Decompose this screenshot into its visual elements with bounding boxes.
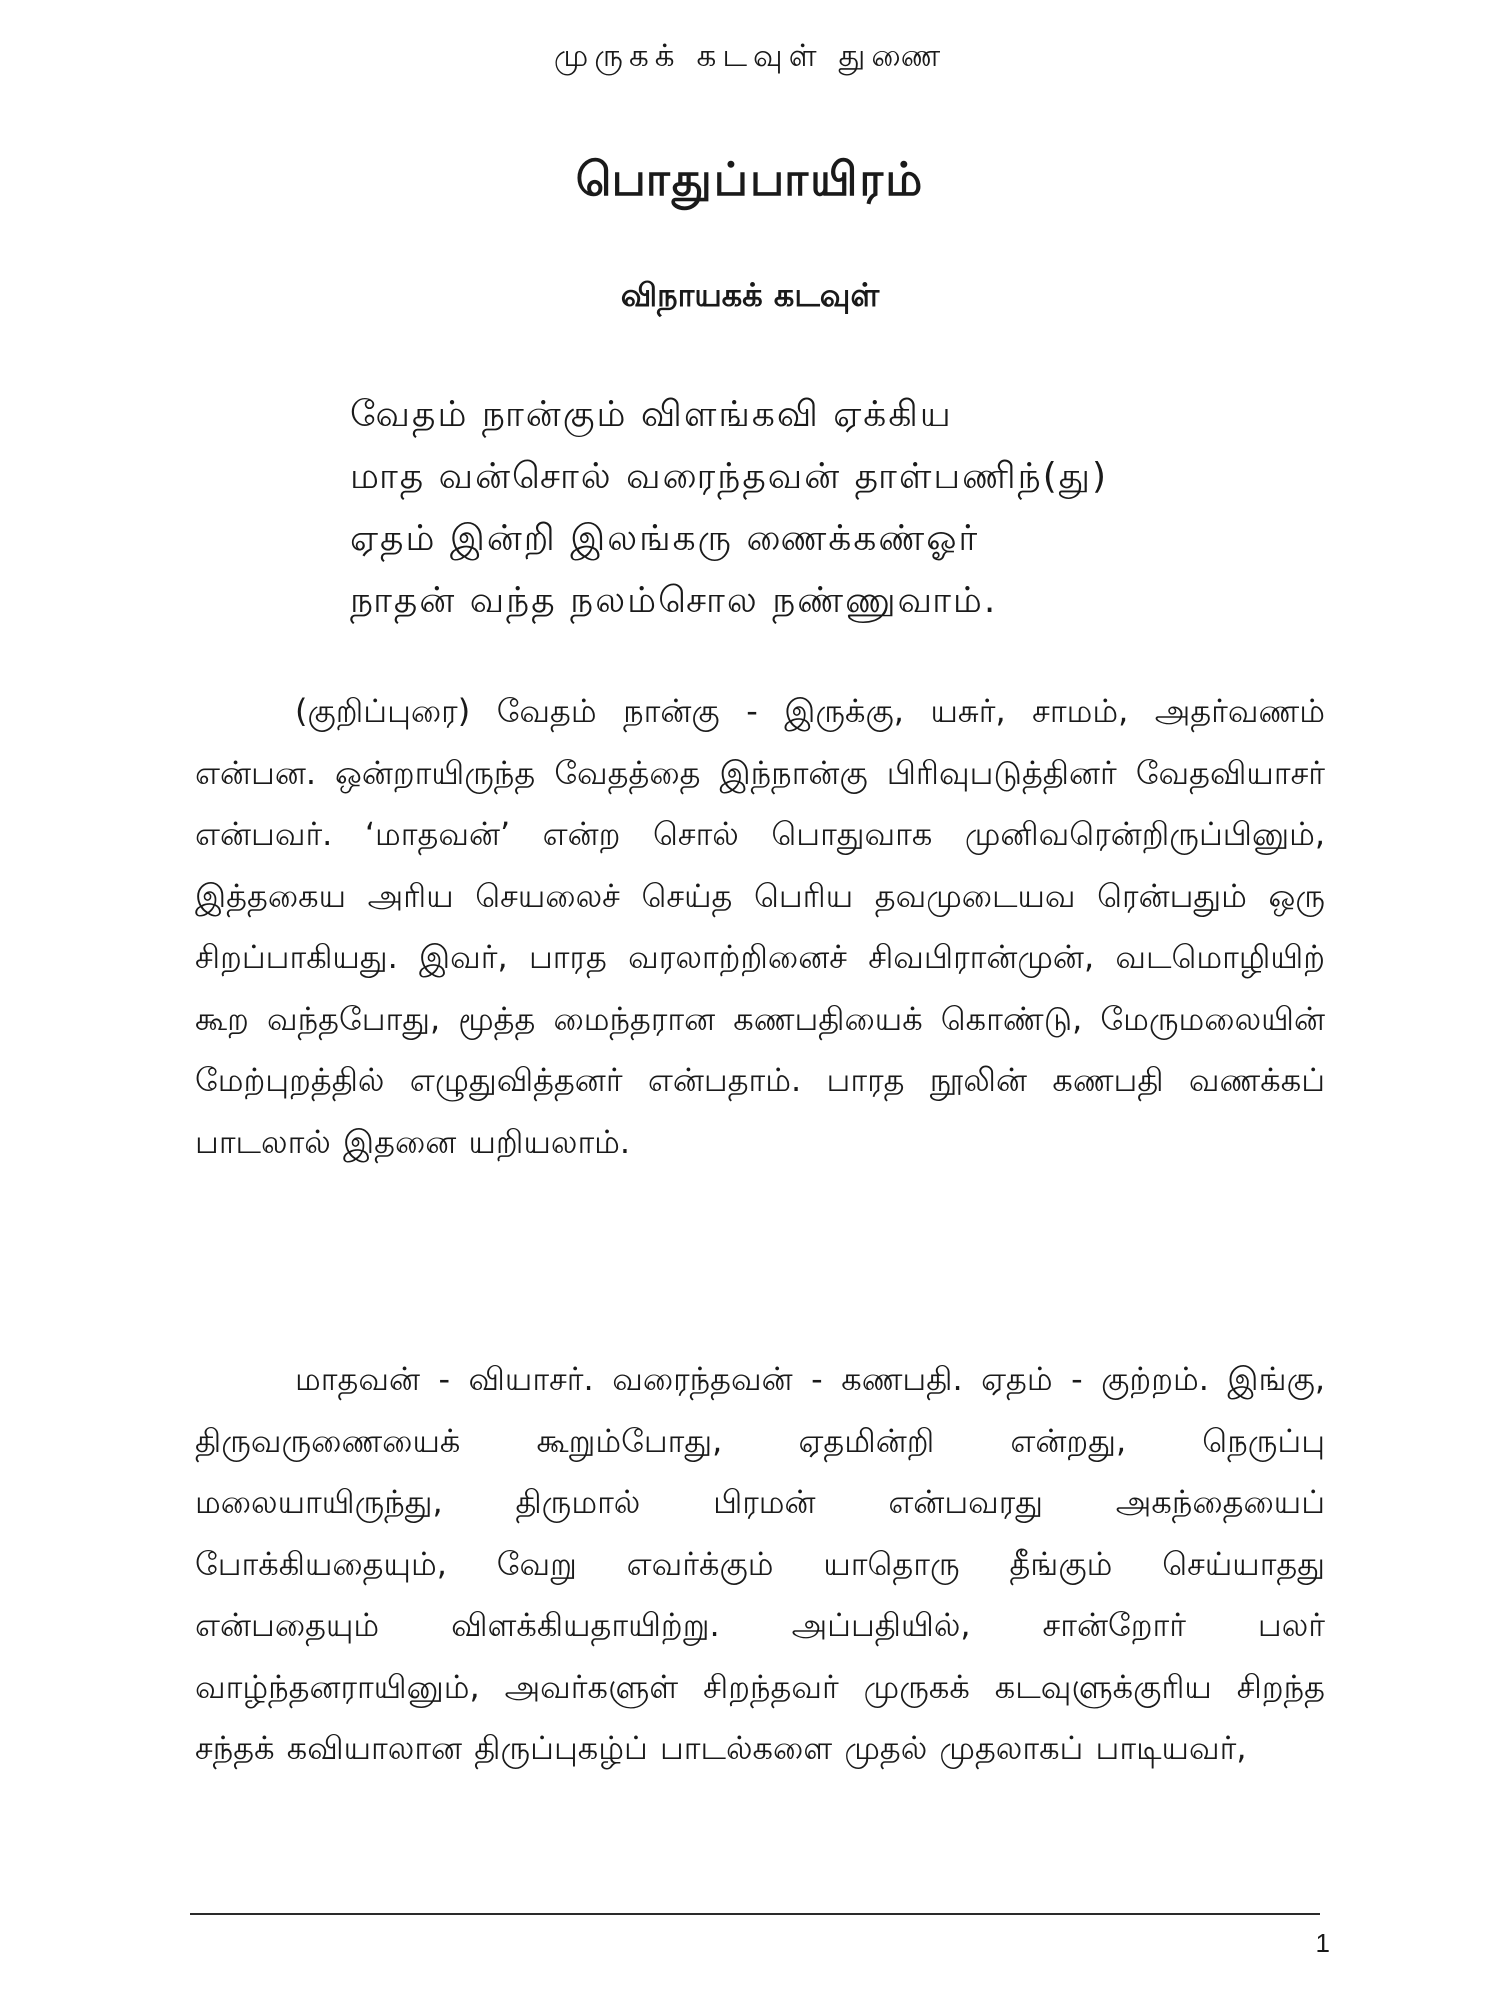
commentary-paragraph-2 <box>195 1349 1325 1780</box>
verse-line: ஏதம் இன்றி இலங்கரு ணைக்கண்ஓர் <box>350 518 980 559</box>
page-invocation: முருகக் கடவுள் துணை <box>553 38 947 74</box>
verse-block <box>350 384 1330 632</box>
verse-line: மாத வன்சொல் வரைந்தவன் தாள்பணிந்(து) <box>350 456 1109 497</box>
page-number: 1 <box>1315 1928 1330 1958</box>
page-title: பொதுப்பாயிரம் <box>575 152 925 206</box>
commentary-paragraph-1 <box>195 681 1325 1173</box>
footer-divider <box>190 1913 1320 1915</box>
verse-line: நாதன் வந்த நலம்சொல நண்ணுவாம். <box>350 580 998 621</box>
verse-line: வேதம் நான்கும் விளங்கவி ஏக்கிய <box>350 394 953 435</box>
commentary-text-2: மாதவன் - வியாசர். வரைந்தவன் - கணபதி. ஏதம் - குற்றம். இங்கு, திருவருணையைக் கூறும்போது, ஏதமின்றி என்றது, நெருப்பு மலையாயிருந்து, திருமால் பிரமன் என்பவரது அகந்தையைப் போக்கியதையும், வேறு எவர்க்கும் யாதொரு தீங்கும் செய்யாதது என்பதையும் விளக்கியதாயிற்று. அப்பதியில், சான்றோர் பலர் வாழ்ந்தனராயினும், அவர்களுள் சிறந்தவர் முருகக் கடவுளுக்குரிய சிறந்த சந்தக் கவியாலான திருப்புகழ்ப் பாடல்களை முதல் முதலாகப் பாடியவர், <box>195 1360 1325 1767</box>
commentary-text-1: (குறிப்புரை) வேதம் நான்கு - இருக்கு, யசுர், சாமம், அதர்வணம் என்பன. ஒன்றாயிருந்த வேதத்தை இந்நான்கு பிரிவுபடுத்தினர் வேதவியாசர் என்பவர். ‘மாதவன்’ என்ற சொல் பொதுவாக முனிவரென்றிருப்பினும், இத்தகைய அரிய செயலைச் செய்த பெரிய தவமுடையவ ரென்பதும் ஒரு சிறப்பாகியது. இவர், பாரத வரலாற்றினைச் சிவபிரான்முன், வடமொழியிற் கூற வந்தபோது, மூத்த மைந்தரான கணபதியைக் கொண்டு, மேருமலையின் மேற்புறத்தில் எழுதுவித்தனர் என்பதாம். பாரத நூலின் கணபதி வணக்கப் பாடலால் இதனை யறியலாம். <box>195 692 1325 1161</box>
section-heading: விநாயகக் கடவுள் <box>620 276 880 314</box>
